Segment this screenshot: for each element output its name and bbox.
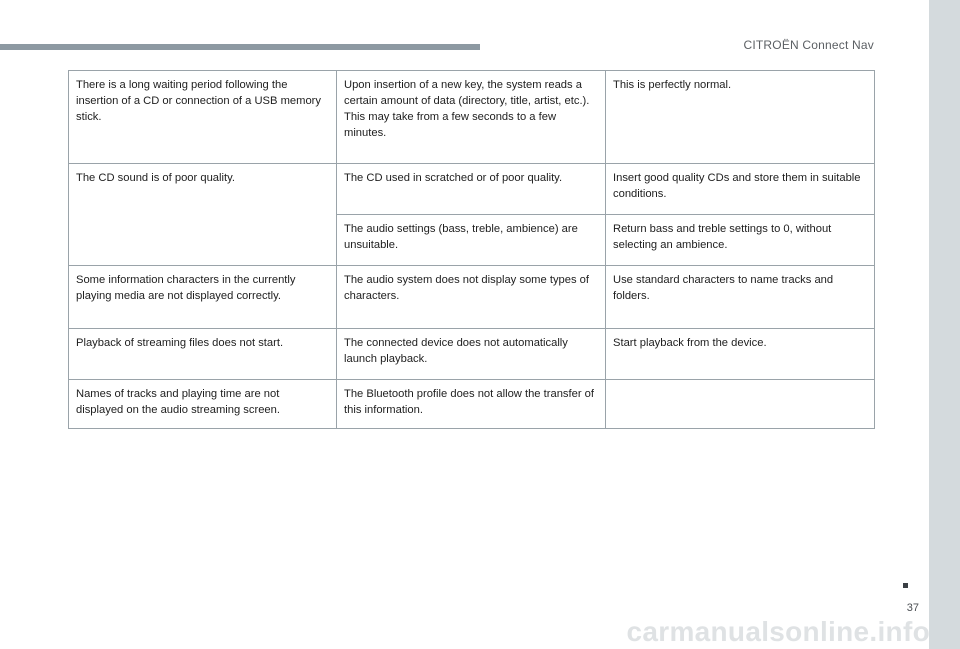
problem-cell: Names of tracks and playing time are not displayed on the audio streaming screen. (69, 380, 337, 429)
watermark-text: carmanualsonline.info (626, 616, 930, 647)
problem-cell: Playback of streaming files does not start. (69, 329, 337, 380)
solution-cell: Return bass and treble settings to 0, without selecting an ambience. (606, 215, 875, 266)
header-rule (0, 44, 480, 50)
solution-cell (606, 380, 875, 429)
table-row (69, 71, 875, 164)
brand-title: CITROËN Connect Nav (743, 38, 874, 52)
solution-cell: Start playback from the device. (606, 329, 875, 380)
page-marker (903, 583, 908, 588)
cause-cell: The Bluetooth profile does not allow the transfer of this information. (337, 380, 606, 429)
problem-cell: The CD sound is of poor quality. (69, 164, 337, 266)
cause-cell: The audio system does not display some types of characters. (337, 266, 606, 329)
solution-cell: Use standard characters to name tracks and folders. (606, 266, 875, 329)
cause-cell: The CD used in scratched or of poor quality. (337, 164, 606, 215)
table-row (69, 329, 875, 380)
cause-cell: The audio settings (bass, treble, ambience) are unsuitable. (337, 215, 606, 266)
page-number: 37 (906, 602, 919, 614)
table-row (69, 266, 875, 329)
solution-cell: Insert good quality CDs and store them in suitable conditions. (606, 164, 875, 215)
problem-cell: There is a long waiting period following the insertion of a CD or connection of a USB memory stick. (69, 71, 337, 164)
cause-cell: Upon insertion of a new key, the system reads a certain amount of data (directory, title, artist, etc.). This may take from a few seconds to a few minutes. (337, 71, 606, 164)
cause-cell: The connected device does not automatically launch playback. (337, 329, 606, 380)
table-row (69, 164, 875, 215)
side-strip (929, 0, 960, 649)
table-row (69, 380, 875, 429)
troubleshooting-table (68, 70, 875, 429)
solution-cell: This is perfectly normal. (606, 71, 875, 164)
problem-cell: Some information characters in the currently playing media are not displayed correctly. (69, 266, 337, 329)
